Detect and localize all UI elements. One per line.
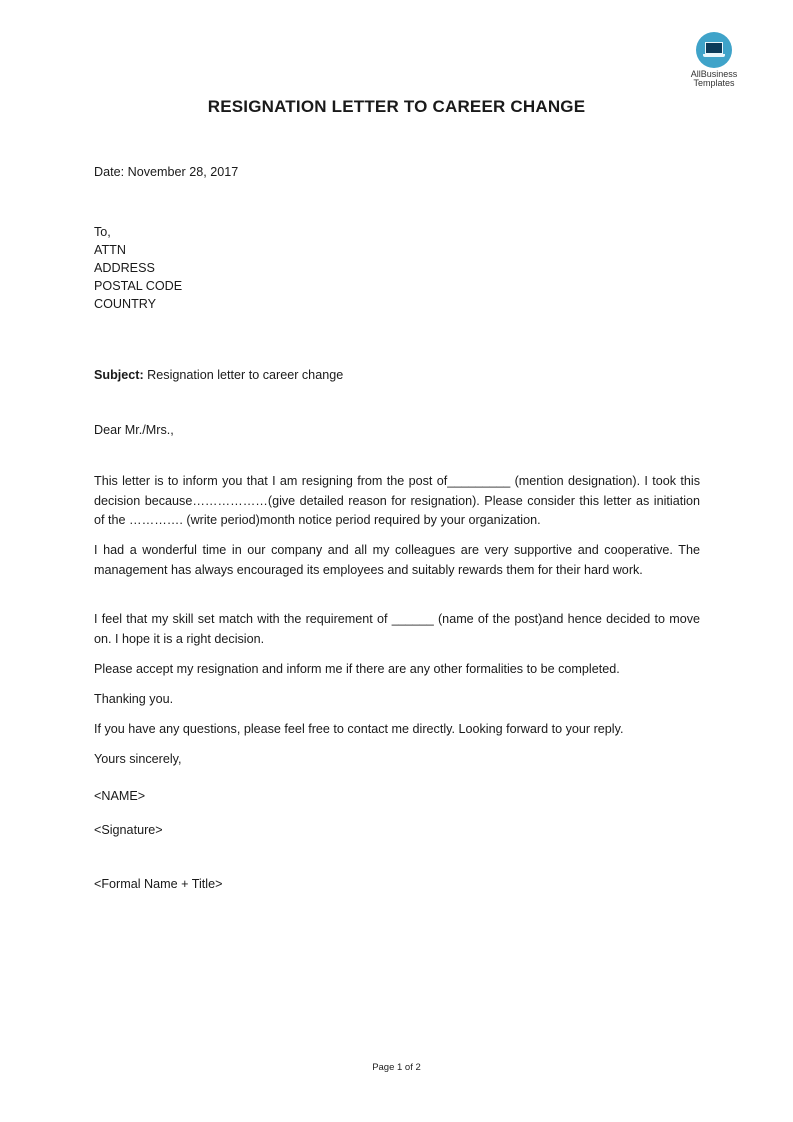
recipient-address (94, 223, 700, 313)
address-line-attn: ATTN (94, 243, 126, 257)
closing: Yours sincerely, (94, 752, 182, 766)
letter-date: Date: November 28, 2017 (94, 165, 239, 179)
address-line-postal-code: POSTAL CODE (94, 279, 183, 293)
document-title: RESIGNATION LETTER TO CAREER CHANGE (207, 97, 586, 116)
salutation: Dear Mr./Mrs., (94, 423, 174, 437)
logo-text (683, 70, 745, 88)
paragraph-thanks: Thanking you. (94, 692, 174, 706)
paragraph-contact: If you have any questions, please feel free to contact me directly. Looking forward to your reply. (94, 722, 624, 736)
paragraph-resignation-notice: This letter is to inform you that I am resigning from the post of_________ (mention designation). I took this decision because………………(give detailed reason for resignation). Please consider this letter as initiation of the …………. (write period)month notice period required by your organization. (94, 474, 700, 527)
allbusiness-logo (683, 32, 745, 88)
page-number: Page 1 of 2 (372, 1062, 421, 1073)
address-line-to: To, (94, 225, 111, 239)
address-line-country: COUNTRY (94, 297, 157, 311)
address-line-address: ADDRESS (94, 261, 155, 275)
paragraph-formalities: Please accept my resignation and inform me if there are any other formalities to be completed. (94, 662, 620, 676)
subject-label: Subject: (94, 368, 144, 382)
subject-text: Resignation letter to career change (143, 368, 344, 382)
signature-placeholder: <Signature> (94, 823, 163, 837)
formal-name-placeholder: <Formal Name + Title> (94, 877, 223, 891)
logo-text-line2: Templates (693, 78, 735, 88)
name-placeholder: <NAME> (94, 789, 146, 803)
logo-text-line1: AllBusiness (690, 69, 738, 79)
paragraph-career-change: I feel that my skill set match with the requirement of ______ (name of the post)and hence decided to move on. I hope it is a right decision. (94, 612, 700, 646)
laptop-icon (696, 32, 732, 68)
paragraph-company-experience: I had a wonderful time in our company and all my colleagues are very supportive and cooperative. The management has always encouraged its employees and suitably rewards them for their hard work. (94, 543, 700, 577)
subject-line (94, 366, 700, 384)
